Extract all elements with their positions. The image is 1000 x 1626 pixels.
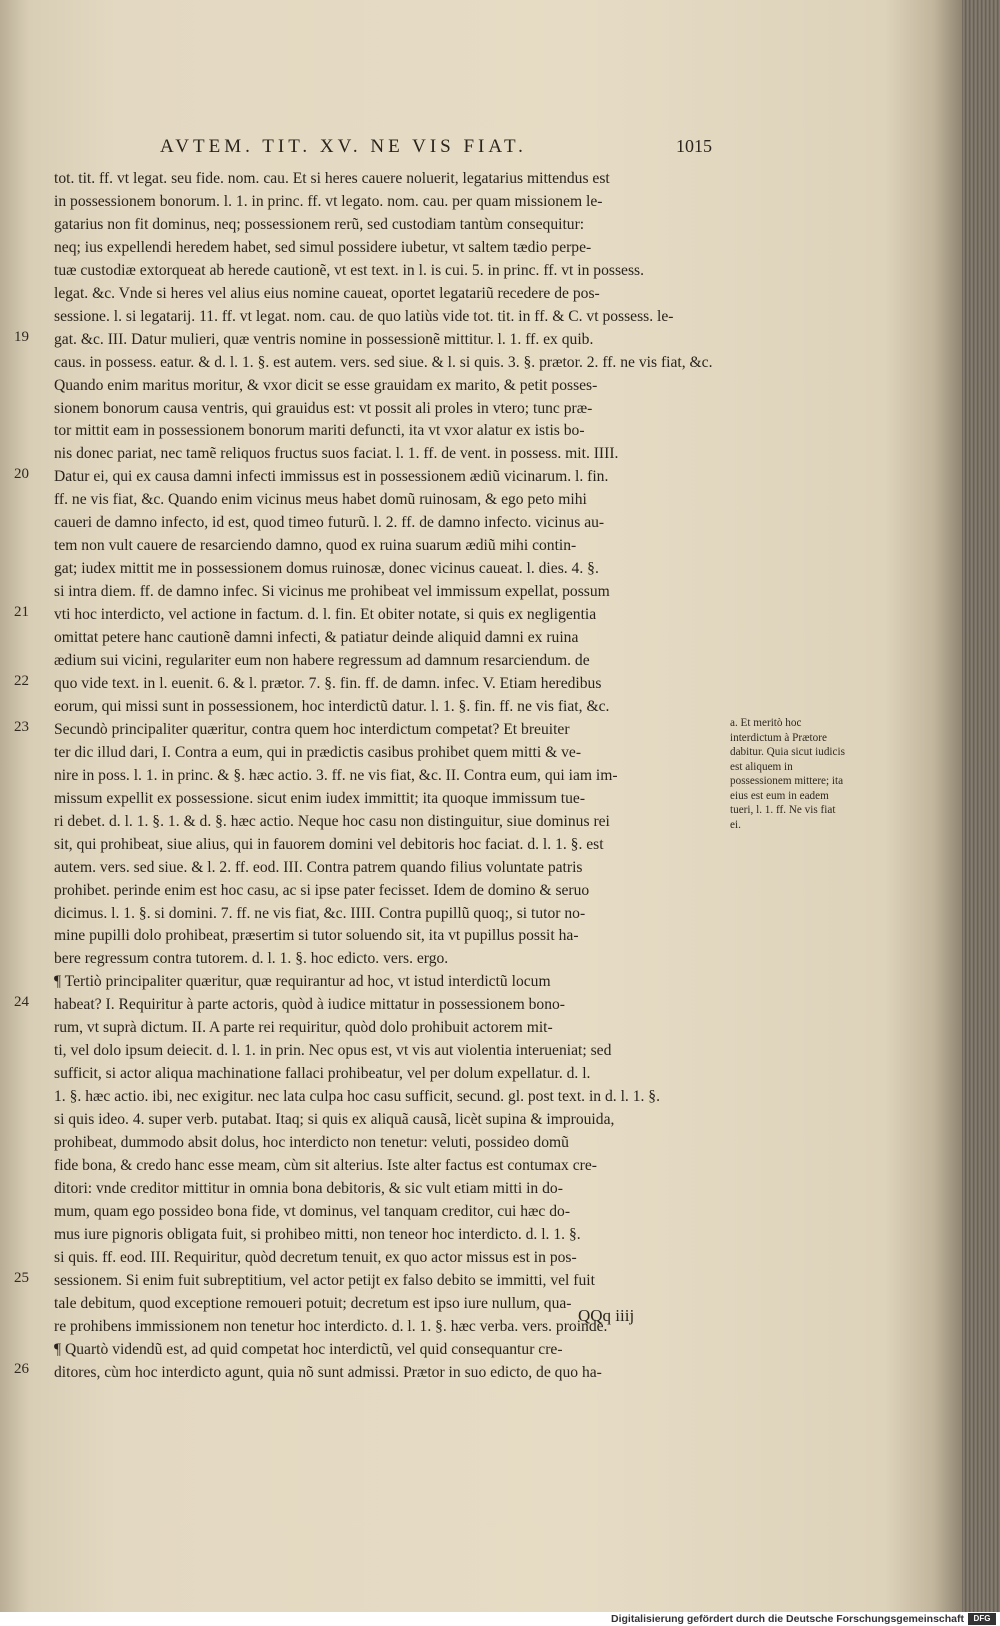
- text-line: caueri de damno infecto, id est, quod timeo futurũ. l. 2. ff. de damno infecto. vicinus au-: [54, 514, 605, 532]
- text-line: tot. tit. ff. vt legat. seu fide. nom. cau. Et si heres cauere noluerit, legatarius mittendus est: [54, 170, 610, 187]
- text-line: gat. &c. III. Datur mulieri, quæ ventris nomine in possessionẽ mittitur. l. 1. ff. ex quib.: [54, 330, 594, 348]
- text-line: mum, quam ego possideo bona fide, vt dominus, vel tanquam creditor, cui hæc do-: [54, 1202, 571, 1220]
- text-line: gat; iudex mittit me in possessionem domus ruinosæ, donec vicinus caueat. l. dies. 4. §.: [54, 560, 599, 578]
- text-line: mine pupilli dolo prohibeat, præsertim si tutor soluendo sit, ita vt pupillus possit ha-: [54, 927, 579, 945]
- marginal-number: 22: [14, 672, 29, 689]
- body-text: [54, 168, 726, 1385]
- text-line: tale debitum, quod exceptione remoueri potuit; decretum est ipso iure nullum, qua-: [54, 1294, 572, 1312]
- text-line: ædium sui vicini, regulariter eum non habere regressum ad damnum resarciendum. de: [54, 652, 590, 670]
- text-line: tuæ custodiæ extorqueat ab herede cautionẽ, vt est text. in l. is cui. 5. in princ. ff. vt in possess.: [54, 261, 644, 279]
- text-line: vti hoc interdicto, vel actione in factum. d. l. fin. Et obiter notate, si quis ex negligentia: [54, 606, 597, 624]
- text-line: dicimus. l. 1. §. si domini. 7. ff. ne vis fiat, &c. IIII. Contra pupillũ quoq;, si tutor no-: [54, 904, 586, 922]
- marginal-number: 19: [14, 328, 29, 345]
- text-line: prohibet. perinde enim est hoc casu, ac si ipse pater fecisset. Idem de domino & seruo: [54, 881, 590, 899]
- text-line: in possessionem bonorum. l. 1. in princ. ff. vt legato. nom. cau. per quam missionem le-: [54, 192, 603, 210]
- text-line: quo vide text. in l. euenit. 6. & l. prætor. 7. §. fin. ff. de damn. infec. V. Etiam heredibus: [54, 674, 602, 692]
- marginal-number: 26: [14, 1361, 29, 1378]
- text-line: Quando enim maritus moritur, & vxor dicit se esse grauidam ex marito, & petit posses-: [54, 376, 598, 394]
- fore-edge: [962, 0, 1000, 1612]
- dfg-logo: DFG: [968, 1613, 996, 1625]
- running-head: AVTEM. TIT. XV. NE VIS FIAT.: [160, 136, 527, 157]
- text-line: sessione. l. si legatarij. 11. ff. vt legat. nom. cau. de quo latiùs vide tot. tit. in ff. & C. vt possess. le-: [54, 307, 674, 325]
- signature-mark: QQq iiij: [578, 1306, 635, 1325]
- marginal-number: 25: [14, 1269, 29, 1286]
- text-line: autem. vers. sed siue. & l. 2. ff. eod. III. Contra patrem quando filius voluntate patris: [54, 858, 583, 876]
- text-line: tor mittit eam in possessionem bonorum mariti defuncti, ita vt vxor alatur ex istis bo-: [54, 422, 585, 440]
- text-line: re prohibens immissionem non tenetur hoc interdicto. d. l. 1. §. hæc verba. vers. proinde.: [54, 1317, 608, 1335]
- text-line: si quis. ff. eod. III. Requiritur, quòd decretum tenuit, ex quo actor missus est in pos-: [54, 1248, 577, 1266]
- text-line: omittat petere hanc cautionẽ damni infecti, & patiatur deinde aliquid damni ex ruina: [54, 629, 579, 647]
- text-line: Secundò principaliter quæritur, contra quem hoc interdictum competat? Et breuiter: [54, 720, 570, 738]
- marginal-number: 20: [14, 466, 29, 483]
- text-line: si intra diem. ff. de damno infec. Si vicinus me prohibeat vel immissum expellat, possum: [54, 583, 610, 601]
- text-line: ditores, cùm hoc interdicto agunt, quia nõ sunt admissi. Prætor in suo edicto, de quo ha-: [54, 1363, 602, 1381]
- text-line: ditori: vnde creditor mittitur in omnia bona debitoris, & sic vult etiam mitti in do-: [54, 1179, 563, 1197]
- text-line: legat. &c. Vnde si heres vel alius eius nomine caueat, oportet legatariũ recedere de pos-: [54, 284, 600, 302]
- text-line: gatarius non fit dominus, neq; possessionem rerũ, sed custodiam tantùm consequitur:: [54, 215, 585, 233]
- text-line: sionem bonorum causa ventris, qui grauidus est: vt possit ali proles in vtero; tunc præ-: [54, 399, 593, 417]
- text-line: eorum, qui missi sunt in possessionem, hoc interdictũ datur. l. 1. §. fin. ff. ne vis fiat, &c.: [54, 697, 610, 715]
- text-line: nis donec pariat, nec tamẽ reliquos fructus suos faciat. l. 1. ff. de vent. in possess. mit. IIII.: [54, 445, 619, 463]
- text-line: Datur ei, qui ex causa damni infecti immissus est in possessionem ædiũ vicinarum. l. fin.: [54, 468, 609, 486]
- text-line: ti, vel dolo ipsum deiecit. d. l. 1. in prin. Nec opus est, vt vis aut violentia interueniat; sed: [54, 1042, 612, 1060]
- text-line: fide bona, & credo hanc esse meam, cùm sit alterius. Iste alter factus est contumax cre-: [54, 1156, 597, 1174]
- page-number: 1015: [676, 136, 712, 156]
- text-line: habeat? I. Requiritur à parte actoris, quòd à iudice mittatur in possessionem bono-: [54, 996, 565, 1014]
- text-line: caus. in possess. eatur. & d. l. 1. §. est autem. vers. sed siue. & l. si quis. 3. §. prætor. 2. ff. ne vis fiat, &c.: [54, 353, 713, 371]
- text-line: ter dic illud dari, I. Contra a eum, qui in prædictis casibus prohibet quem mitti & ve-: [54, 743, 582, 761]
- text-line: bere regressum contra tutorem. d. l. 1. §. hoc edicto. vers. ergo.: [54, 950, 449, 968]
- text-line: tem non vult cauere de resarciendo damno, quod ex ruina suarum ædiũ mihi contin-: [54, 537, 577, 555]
- text-line: sufficit, si actor aliqua machinatione fallaci prohibeatur, vel per dolum expellatur. d. l.: [54, 1065, 591, 1083]
- text-line: sessionem. Si enim fuit subreptitium, vel actor petijt ex falso debito se immitti, vel fuit: [54, 1271, 595, 1289]
- text-line: prohibeat, dummodo absit dolus, hoc interdicto non tenetur: veluti, possideo domũ: [54, 1134, 569, 1152]
- text-line: ri debet. d. l. 1. §. 1. & d. §. hæc actio. Neque hoc casu non distinguitur, siue dominus rei: [54, 812, 610, 830]
- text-line: sit, qui prohibeat, siue alius, qui in fauorem domini vel debitoris hoc faciat. d. l. 1. §. est: [54, 835, 604, 853]
- text-line: ff. ne vis fiat, &c. Quando enim vicinus meus habet domũ ruinosam, & ego peto mihi: [54, 491, 587, 509]
- text-line: si quis ideo. 4. super verb. putabat. Itaq; si quis ex aliquã causã, licèt supina & improuida,: [54, 1111, 615, 1129]
- text-line: 1. §. hæc actio. ibi, nec exigitur. nec lata culpa hoc casu sufficit, secund. gl. post text. in d. l. 1. §.: [54, 1088, 660, 1106]
- text-line: missum expellit ex possessione. sicut enim iudex immittit; ita quoque immissum tue-: [54, 789, 586, 807]
- text-line: ¶ Quartò videndũ est, ad quid competat hoc interdictũ, vel quid consequantur cre-: [54, 1340, 563, 1358]
- sidenote: a. Et meritò hoc interdictum à Prætore dabitur. Quia sicut iudicis est aliquem in possessionem mittere; ita eius est eum in eadem tueri, l. 1. ff. Ne vis fiat ei.: [730, 717, 845, 831]
- text-line: nire in poss. l. 1. in princ. & §. hæc actio. 3. ff. ne vis fiat, &c. II. Contra eum, qui iam im-: [54, 766, 618, 784]
- digitization-credit: Digitalisierung gefördert durch die Deutsche Forschungsgemeinschaft: [611, 1613, 964, 1625]
- text-line: ¶ Tertiò principaliter quæritur, quæ requirantur ad hoc, vt istud interdictũ locum: [54, 973, 551, 991]
- text-line: rum, vt suprà dictum. II. A parte rei requiritur, quòd dolo prohibuit actorem mit-: [54, 1019, 553, 1037]
- marginal-number: 23: [14, 718, 29, 735]
- marginal-number: 24: [14, 994, 29, 1011]
- text-line: mus iure pignoris obligata fuit, si prohibeo mitti, non teneor hoc interdicto. d. l. 1. §.: [54, 1225, 581, 1243]
- text-line: neq; ius expellendi heredem habet, sed simul possidere iubetur, vt saltem tædio perpe-: [54, 238, 592, 256]
- marginal-number: 21: [14, 604, 29, 621]
